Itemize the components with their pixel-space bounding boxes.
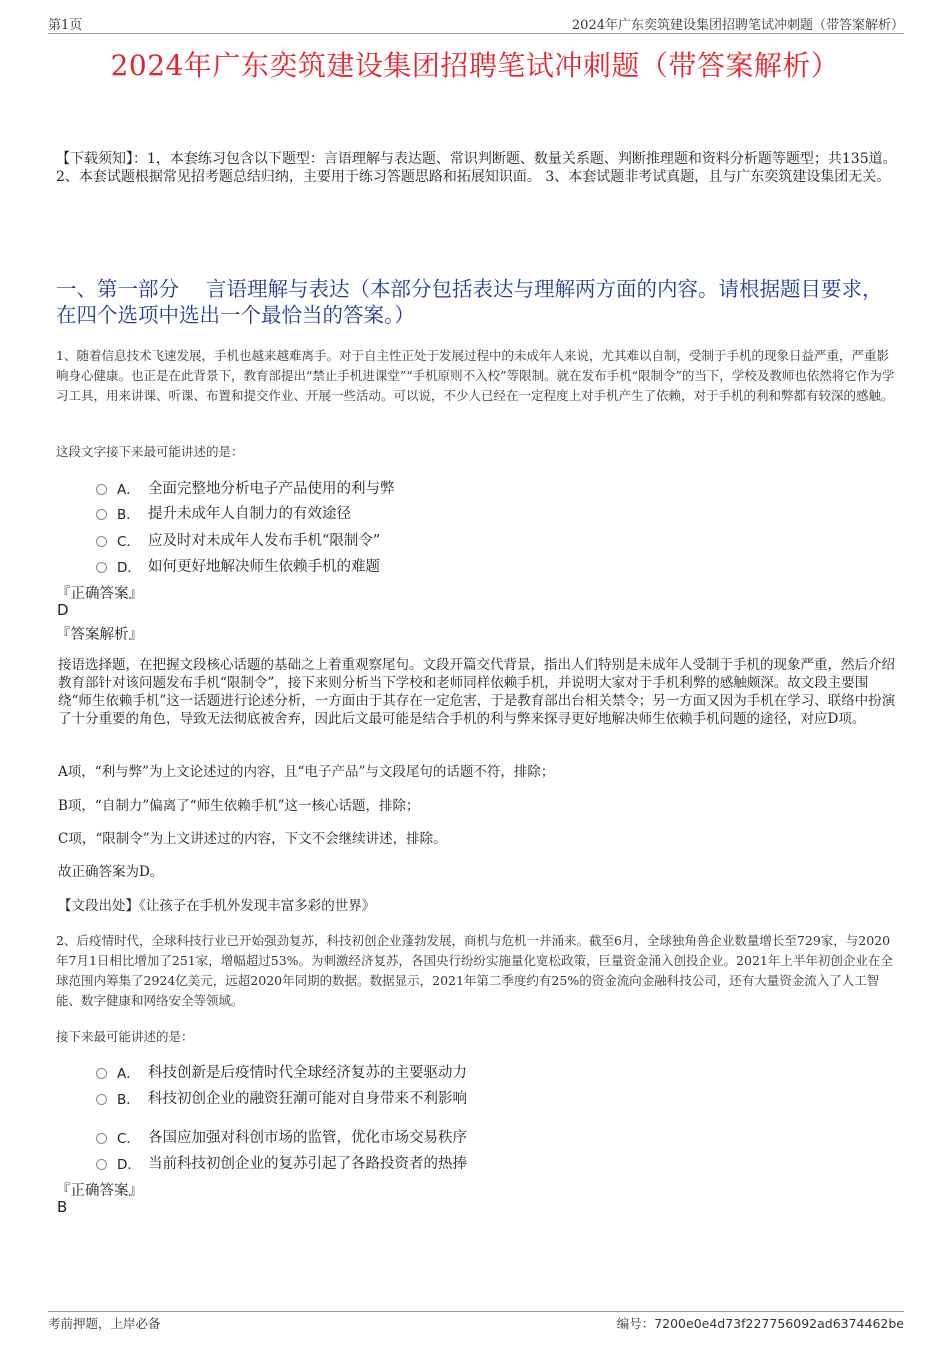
- radio-icon[interactable]: [96, 1068, 107, 1079]
- option-letter: B．: [117, 1091, 140, 1108]
- option-letter: C．: [117, 1130, 140, 1147]
- option-letter: D．: [117, 559, 141, 576]
- question-1-text: 1、随着信息技术飞速发展，手机也越来越难离手。对于自主性正处于发展过程中的未成年人来说，尤其难以自制，受制于手机的现象日益严重，严重影响身心健康。也正是在此背景下，教育部提出“禁止手机进课堂”“手机原则不入校”等限制。就在发布手机“限制令”的当下，学校及教师也依然将它作为学习工具，用来讲课、听课、布置和提交作业、开展一些活动。可以说，不少人已经在一定程度上对手机产生了依赖，对于手机的利和弊都有较深的感触。: [56, 348, 895, 403]
- option-text: 应及时对未成年人发布手机“限制令”: [148, 533, 381, 549]
- header-divider: [48, 33, 904, 34]
- radio-icon[interactable]: [96, 509, 107, 520]
- option-letter: D．: [117, 1156, 141, 1173]
- q2-answer-label: 『正确答案』: [56, 1183, 143, 1199]
- q1-answer-label: 『正确答案』: [56, 586, 143, 602]
- option-letter: B．: [117, 506, 140, 523]
- q1-analysis: 接语选择题，在把握文段核心话题的基础之上着重观察尾句。文段开篇交代背景，指出人们特别是未成年人受制于手机的现象严重，然后介绍教育部针对该问题发布手机“限制令”，接下来则分析当下学校和老师同样依赖手机，并说明大家对于手机利弊的感触颇深。故文段主要围绕“师生依赖手机”这一话题进行论述分析，一方面由于其存在一定危害，于是教育部出台相关禁令；另一方面又因为手机在学习、联络中扮演了十分重要的角色，导致无法彻底被舍弃，因此后文最可能是结合手机的利与弊来探寻更好地解决师生依赖手机问题的途径，对应D项。: [58, 657, 896, 727]
- section-title: 一、第一部分 言语理解与表达（本部分包括表达与理解两方面的内容。请根据题目要求，在四个选项中选出一个最恰当的答案。）: [56, 277, 883, 327]
- radio-icon[interactable]: [96, 536, 107, 547]
- q2-option-c[interactable]: [96, 1126, 467, 1147]
- q1-analysis-label: 『答案解析』: [56, 627, 143, 643]
- radio-icon[interactable]: [96, 562, 107, 573]
- question-1-prompt: 这段文字接下来最可能讲述的是：: [56, 444, 244, 459]
- q2-option-d[interactable]: [96, 1152, 467, 1173]
- q1-explain-b: B项，“自制力”偏离了“师生依赖手机”这一核心话题，排除；: [58, 798, 420, 814]
- footer-divider: [48, 1311, 904, 1312]
- header-doc-title: 2024年广东奕筑建设集团招聘笔试冲刺题（带答案解析）: [571, 18, 904, 33]
- q1-option-b[interactable]: [96, 502, 351, 523]
- q1-option-d[interactable]: [96, 555, 380, 576]
- download-notice: 【下载须知】：1，本套练习包含以下题型：言语理解与表达题、常识判断题、数量关系题、判断推理题和资料分析题等题型；共135道。 2、本套试题根据常见招考题总结归纳，主要用于练习答题思路和拓展知识面。 3、本套试题非考试真题，且与广东奕筑建设集团无关。: [56, 151, 897, 185]
- option-text: 如何更好地解决师生依赖手机的难题: [148, 559, 380, 575]
- q2-answer: B: [57, 1198, 68, 1216]
- option-text: 全面完整地分析电子产品使用的利与弊: [148, 481, 395, 497]
- radio-icon[interactable]: [96, 1133, 107, 1144]
- footer-slogan: 考前押题，上岸必备: [48, 1316, 161, 1331]
- question-2-text: 2、后疫情时代，全球科技行业已开始强劲复苏，科技初创企业蓬勃发展，商机与危机一并涌来。截至6月，全球独角兽企业数量增长至729家，与2020年7月1日相比增加了251家，增幅超过53%。为刺激经济复苏，各国央行纷纷实施量化宽松政策，巨量资金涌入创投企业。2021年上半年初创企业在全球范围内筹集了2924亿美元，远超2020年同期的数据。数据显示，2021年第二季度约有25%的资金流向金融科技公司，还有大量资金流入了人工智能、数字健康和网络安全等领域。: [56, 933, 893, 1008]
- radio-icon[interactable]: [96, 484, 107, 495]
- option-text: 当前科技初创企业的复苏引起了各路投资者的热捧: [148, 1156, 467, 1172]
- option-text: 提升未成年人自制力的有效途径: [148, 506, 351, 522]
- q1-explain-c: C项，“限制令”为上文讲述过的内容，下文不会继续讲述，排除。: [58, 831, 447, 847]
- option-letter: C．: [117, 533, 140, 550]
- q1-conclusion: 故正确答案为D。: [58, 864, 164, 880]
- option-text: 科技创新是后疫情时代全球经济复苏的主要驱动力: [148, 1065, 467, 1081]
- q2-option-a[interactable]: [96, 1061, 467, 1082]
- option-text: 科技初创企业的融资狂潮可能对自身带来不利影响: [148, 1091, 467, 1107]
- q1-option-c[interactable]: [96, 529, 380, 550]
- option-letter: A．: [117, 1065, 140, 1082]
- question-2-prompt: 接下来最可能讲述的是：: [56, 1029, 194, 1044]
- radio-icon[interactable]: [96, 1159, 107, 1170]
- q1-option-a[interactable]: [96, 477, 395, 498]
- q2-option-b[interactable]: [96, 1087, 467, 1108]
- footer-serial: 编号：7200e0e4d73f227756092ad6374462be: [616, 1316, 904, 1331]
- page-number: 第1页: [48, 18, 83, 33]
- document-title: 2024年广东奕筑建设集团招聘笔试冲刺题（带答案解析）: [110, 49, 840, 82]
- q1-explain-a: A项，“利与弊”为上文论述过的内容，且“电子产品”与文段尾句的话题不符，排除；: [58, 764, 555, 780]
- option-letter: A．: [117, 481, 140, 498]
- q1-answer: D: [57, 601, 69, 619]
- option-text: 各国应加强对科创市场的监管，优化市场交易秩序: [148, 1130, 467, 1146]
- q1-source: 【文段出处】《让孩子在手机外发现丰富多彩的世界》: [58, 898, 376, 914]
- radio-icon[interactable]: [96, 1094, 107, 1105]
